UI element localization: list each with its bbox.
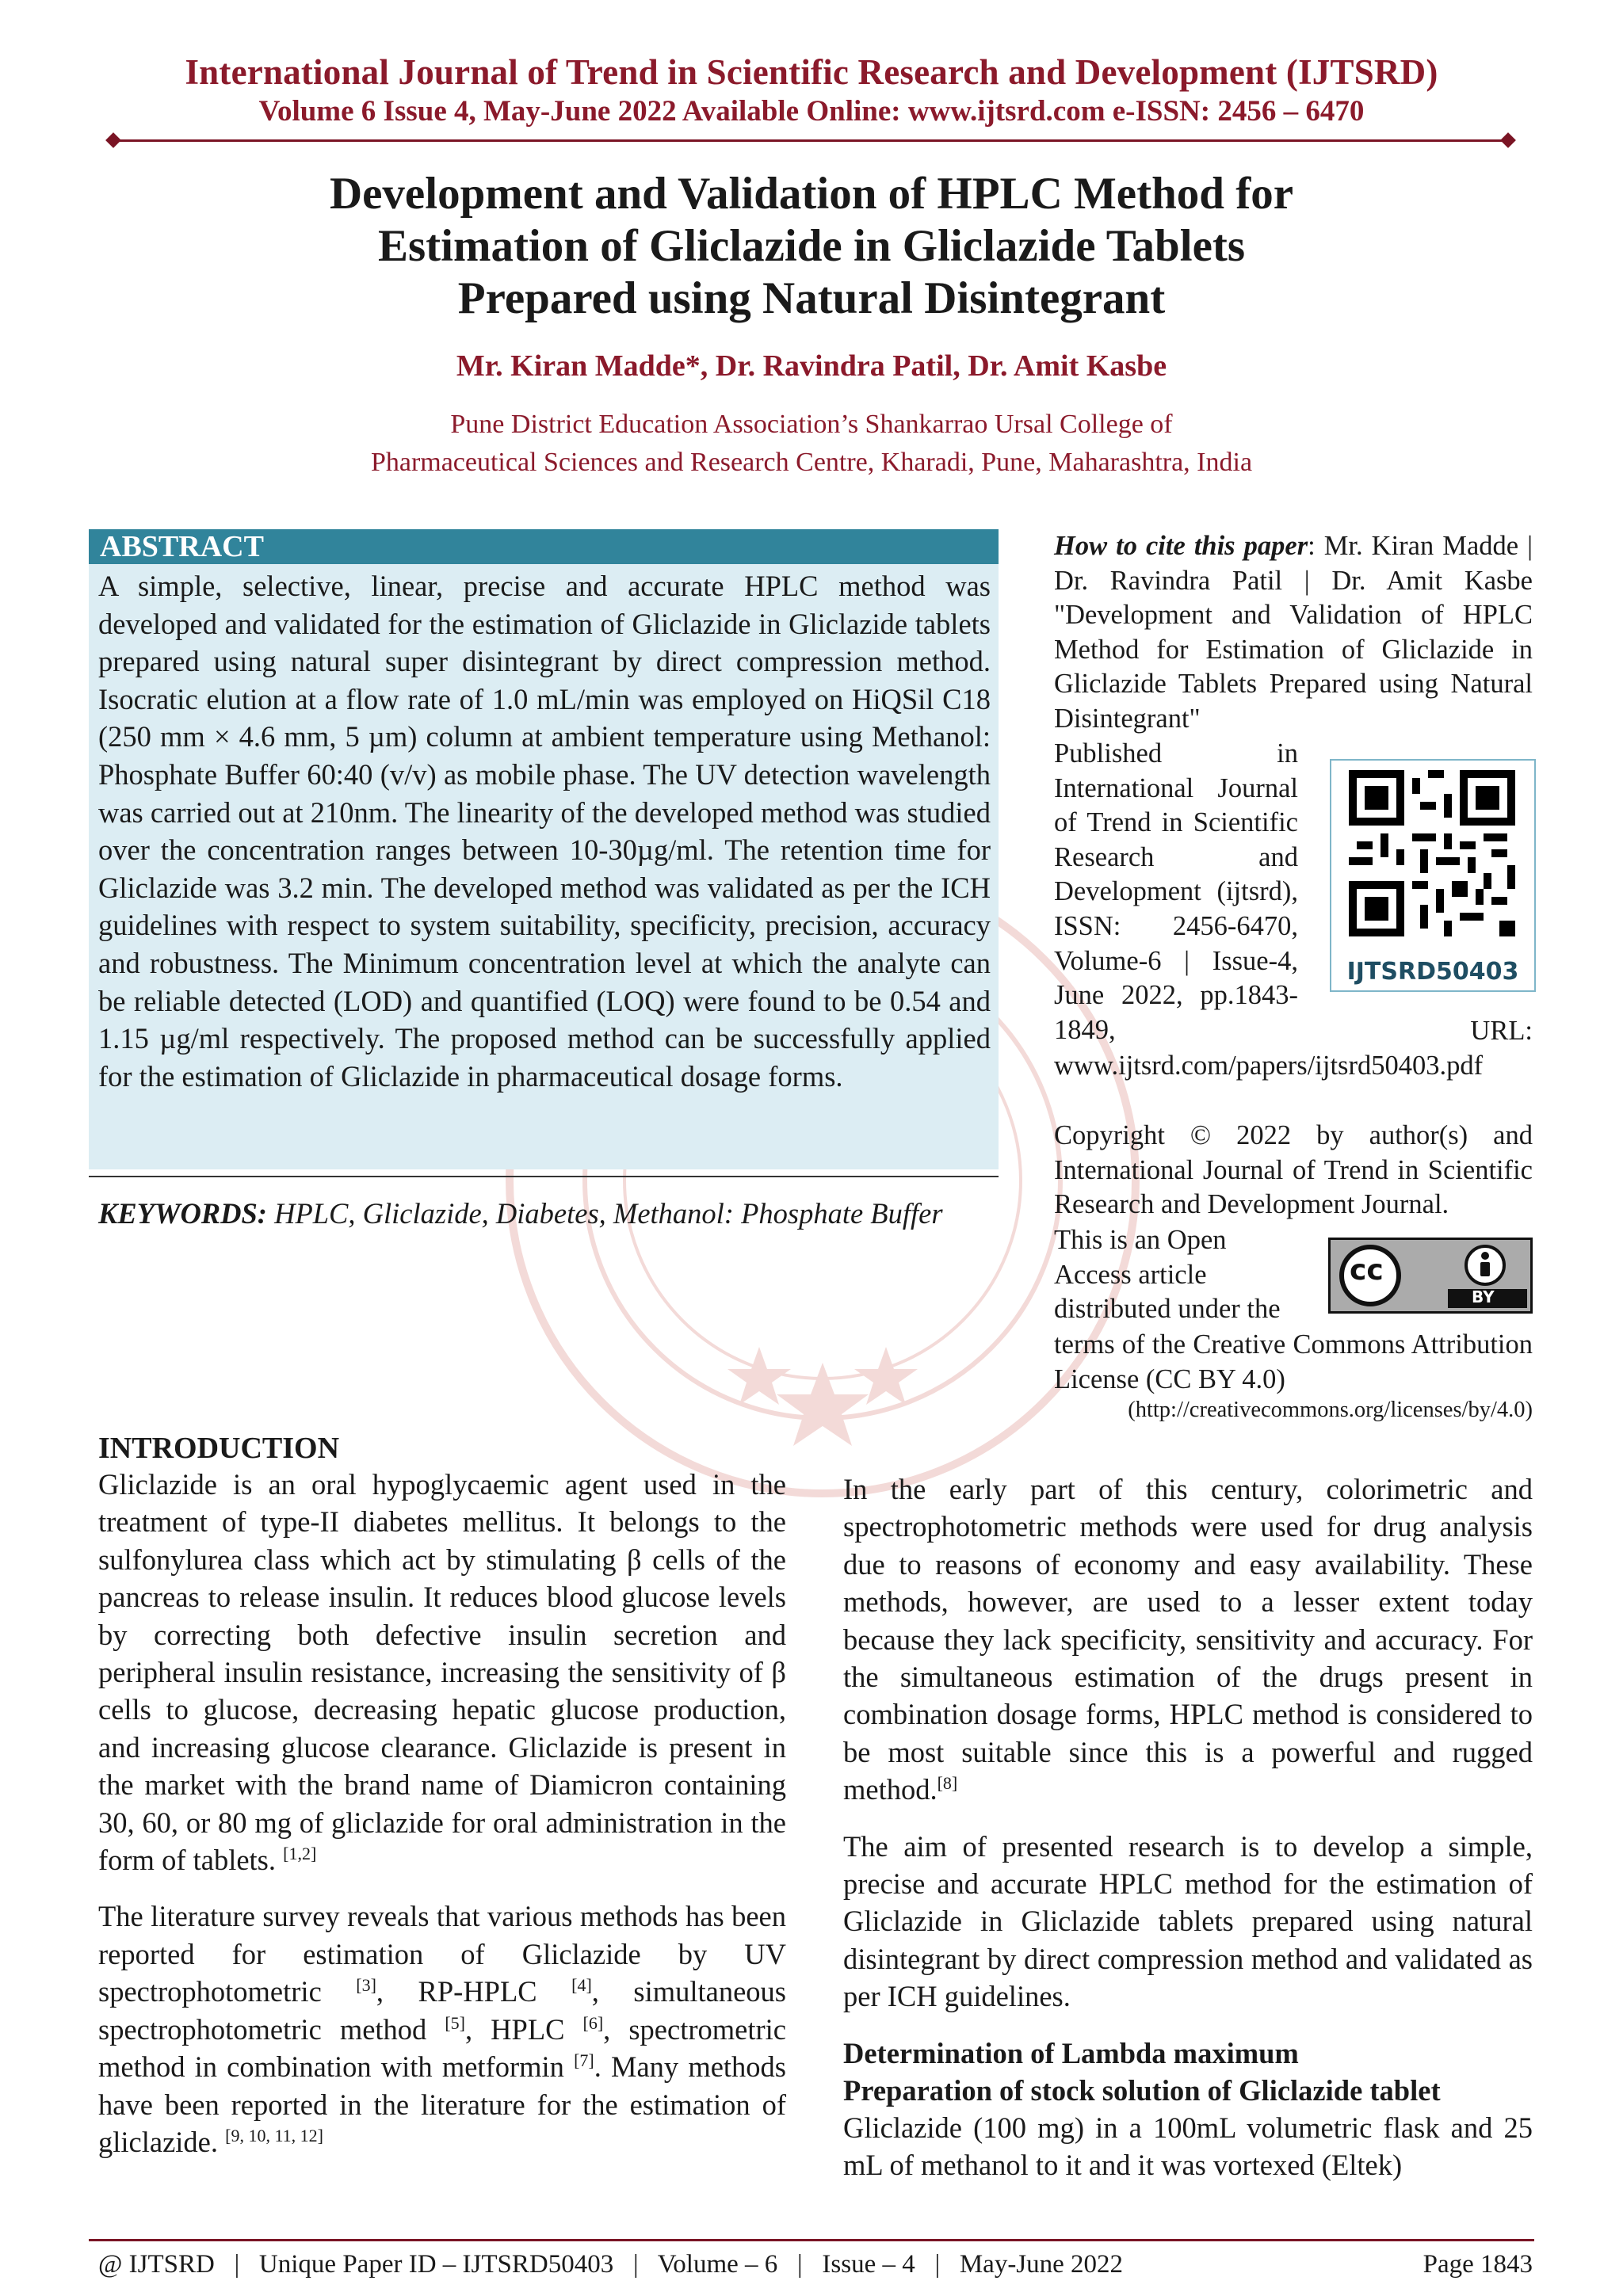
keywords-label: KEYWORDS: bbox=[98, 1197, 267, 1230]
keywords-text: HPLC, Gliclazide, Diabetes, Methanol: Phosphate Buffer bbox=[274, 1197, 943, 1230]
footer bbox=[98, 2248, 1533, 2280]
section-heading-lambda: Determination of Lambda maximum bbox=[843, 2036, 1299, 2069]
citation-ref: [3] bbox=[356, 1975, 376, 1996]
intro-paragraph-3 bbox=[843, 1470, 1533, 1809]
intro-p1-text: Gliclazide is an oral hypoglycaemic agent used in the treatment of type-II diabetes mellitus. It belongs to the sulfonylurea class which act by stimulating β cells of the pancreas to release insulin. It reduces blood glucose levels by correcting both defective insulin secretion and peripheral insulin resistance, increasing the sensitivity of β cells to glucose, decreasing hepatic glucose production, and increasing glucose clearance. Gliclazide is present in the market with the brand name of Diamicron containing 30, 60, or 80 mg of gliclazide for oral administration in the form of tablets. bbox=[98, 1468, 786, 1877]
keywords-rule bbox=[89, 1176, 999, 1177]
qr-code-icon bbox=[1349, 770, 1515, 936]
citation-block bbox=[1054, 529, 1533, 737]
abstract-heading: ABSTRACT bbox=[89, 529, 999, 564]
qr-code-label: IJTSRD50403 bbox=[1346, 958, 1519, 986]
body-right-column bbox=[843, 1470, 1533, 2184]
intro-p2-text: , simultaneous spectrophotometric method bbox=[98, 1975, 787, 2046]
paper-title bbox=[0, 168, 1623, 325]
authors: Mr. Kiran Madde*, Dr. Ravindra Patil, Dr. Amit Kasbe bbox=[456, 349, 1167, 383]
intro-paragraph-4: The aim of presented research is to develop a simple, precise and accurate HPLC method for the estimation of Gliclazide in Gliclazide tablets prepared using natural disintegrant by direct compression method and validated as per ICH guidelines. bbox=[843, 1829, 1533, 2013]
citation-ref: [4] bbox=[571, 1975, 592, 1996]
abstract-text: A simple, selective, linear, precise and accurate HPLC method was developed and validated for the estimation of Gliclazide in Gliclazide tablets prepared using natural super disintegrant by direct compression method. Isocratic elution at a flow rate of 1.0 mL/min was employed on HiQSil C18 (250 mm × 4.6 mm, 5 µm) column at ambient temperature using Methanol: Phosphate Buffer 60:40 (v/v) as mobile phase. The UV detection wavelength was carried out at 210nm. The linearity of the developed method was studied over the concentration ranges between 10-30µg/ml. The retention time for Gliclazide was 3.2 min. The developed method was validated as per the ICH guidelines with respect to system suitability, specificity, precision, accuracy and robustness. The Minimum concentration level at which the analyte can be reliable detected (LOD) and quantified (LOQ) were found to be 0.54 and 1.15 µg/ml respectively. The proposed method can be successfully applied for the estimation of Gliclazide in pharmaceutical dosage forms. bbox=[98, 570, 991, 1093]
rule-diamond-right bbox=[1500, 132, 1516, 148]
citation-url bbox=[1054, 1014, 1533, 1083]
citation-text: : Mr. Kiran Madde | Dr. Ravindra Patil | Dr. Amit Kasbe "Development and Validation of HPLC Method for Estimation of Gliclazide in Gliclazide Tablets Prepared using Natural Disintegrant" bbox=[1054, 531, 1533, 734]
citation-ref: [1,2] bbox=[283, 1843, 317, 1863]
copyright-open-access: This is an Open Access article distributed under the bbox=[1054, 1225, 1281, 1325]
intro-p2-text: , RP-HPLC bbox=[376, 1975, 537, 2008]
citation-label: How to cite this paper bbox=[1054, 531, 1308, 561]
copyright-text: Copyright © 2022 by author(s) and International Journal of Trend in Scientific Research and Development Journal. bbox=[1054, 1120, 1533, 1220]
affiliation bbox=[0, 406, 1623, 482]
intro-paragraph-1 bbox=[98, 1466, 786, 1878]
paper-title-line: Prepared using Natural Disintegrant bbox=[457, 273, 1166, 323]
citation-ref: [7] bbox=[574, 2050, 594, 2070]
journal-issue-line: Volume 6 Issue 4, May-June 2022 Available Online: www.ijtsrd.com e-ISSN: 2456 – 6470 bbox=[258, 95, 1365, 128]
citation-ref: [9, 10, 11, 12] bbox=[225, 2125, 323, 2145]
journal-title: International Journal of Trend in Scientific Research and Development (IJTSRD) bbox=[185, 52, 1438, 92]
qr-code-box bbox=[1330, 759, 1536, 992]
intro-paragraph-2 bbox=[98, 1897, 786, 2161]
citation-ref: [6] bbox=[582, 2012, 604, 2033]
cc-icon: cc bbox=[1350, 1254, 1384, 1287]
intro-p2-text: . Many methods have been reported in the literature for the estimation of gliclazide. bbox=[98, 2050, 787, 2158]
affiliation-line: Pharmaceutical Sciences and Research Centre, Kharadi, Pune, Maharashtra, India bbox=[370, 448, 1253, 477]
footer-text: @ IJTSRD | Unique Paper ID – IJTSRD50403 | Volume – 6 | Issue – 4 | May-June 2022 bbox=[98, 2250, 1124, 2279]
section-heading-stock: Preparation of stock solution of Gliclazide tablet bbox=[843, 2073, 1441, 2107]
header-rule bbox=[113, 139, 1509, 142]
by-icon: BY bbox=[1472, 1287, 1495, 1306]
copyright-license-url[interactable]: (http://creativecommons.org/licenses/by/4.0) bbox=[1128, 1398, 1533, 1422]
intro-p2-text: , spectrometric method in combination with metformin bbox=[98, 2012, 786, 2084]
stock-paragraph: Gliclazide (100 mg) in a 100mL volumetric flask and 25 mL of methanol to it and it was vortexed (Eltek) bbox=[843, 2111, 1533, 2182]
citation-published: Published in International Journal of Trend in Scientific Research and Development (ijtsrd), ISSN: 2456-6470, Volume-6 | Issue-4, June 2022, pp.1843-1849, bbox=[1054, 738, 1298, 1045]
intro-heading: INTRODUCTION bbox=[98, 1432, 340, 1465]
citation-ref: [5] bbox=[445, 2012, 465, 2033]
intro-p2-text: The literature survey reveals that various methods has been reported for estimation of Gliclazide by UV spectrophotometric bbox=[98, 1900, 786, 2008]
rule-diamond-left bbox=[105, 132, 121, 148]
affiliation-line: Pune District Education Association’s Shankarrao Ursal College of bbox=[450, 410, 1173, 439]
citation-url-label: URL: bbox=[1470, 1016, 1533, 1046]
page-number: Page 1843 bbox=[1423, 2250, 1533, 2279]
keywords bbox=[98, 1195, 999, 1232]
cc-by-badge bbox=[1328, 1238, 1533, 1314]
footer-rule bbox=[89, 2239, 1534, 2241]
intro-p3-text: In the early part of this century, colorimetric and spectrophotometric methods were used for drug analysis due to reasons of economy and easy availability. These methods, however, are used to a lesser extent today because they lack specificity, sensitivity and accuracy. For the simultaneous estimation of the drugs present in combination dosage forms, HPLC method is considered to be most suitable since this is a powerful and rugged method. bbox=[843, 1473, 1533, 1806]
body-left-column bbox=[98, 1431, 786, 2180]
citation-url-link[interactable]: www.ijtsrd.com/papers/ijtsrd50403.pdf bbox=[1054, 1050, 1484, 1081]
citation-ref: [8] bbox=[937, 1773, 958, 1794]
paper-title-line: Estimation of Gliclazide in Gliclazide Tablets bbox=[377, 221, 1246, 271]
paper-title-line: Development and Validation of HPLC Method for bbox=[329, 169, 1294, 219]
copyright-license: terms of the Creative Commons Attribution License (CC BY 4.0) bbox=[1054, 1329, 1533, 1394]
intro-p2-text: , HPLC bbox=[465, 2012, 565, 2046]
